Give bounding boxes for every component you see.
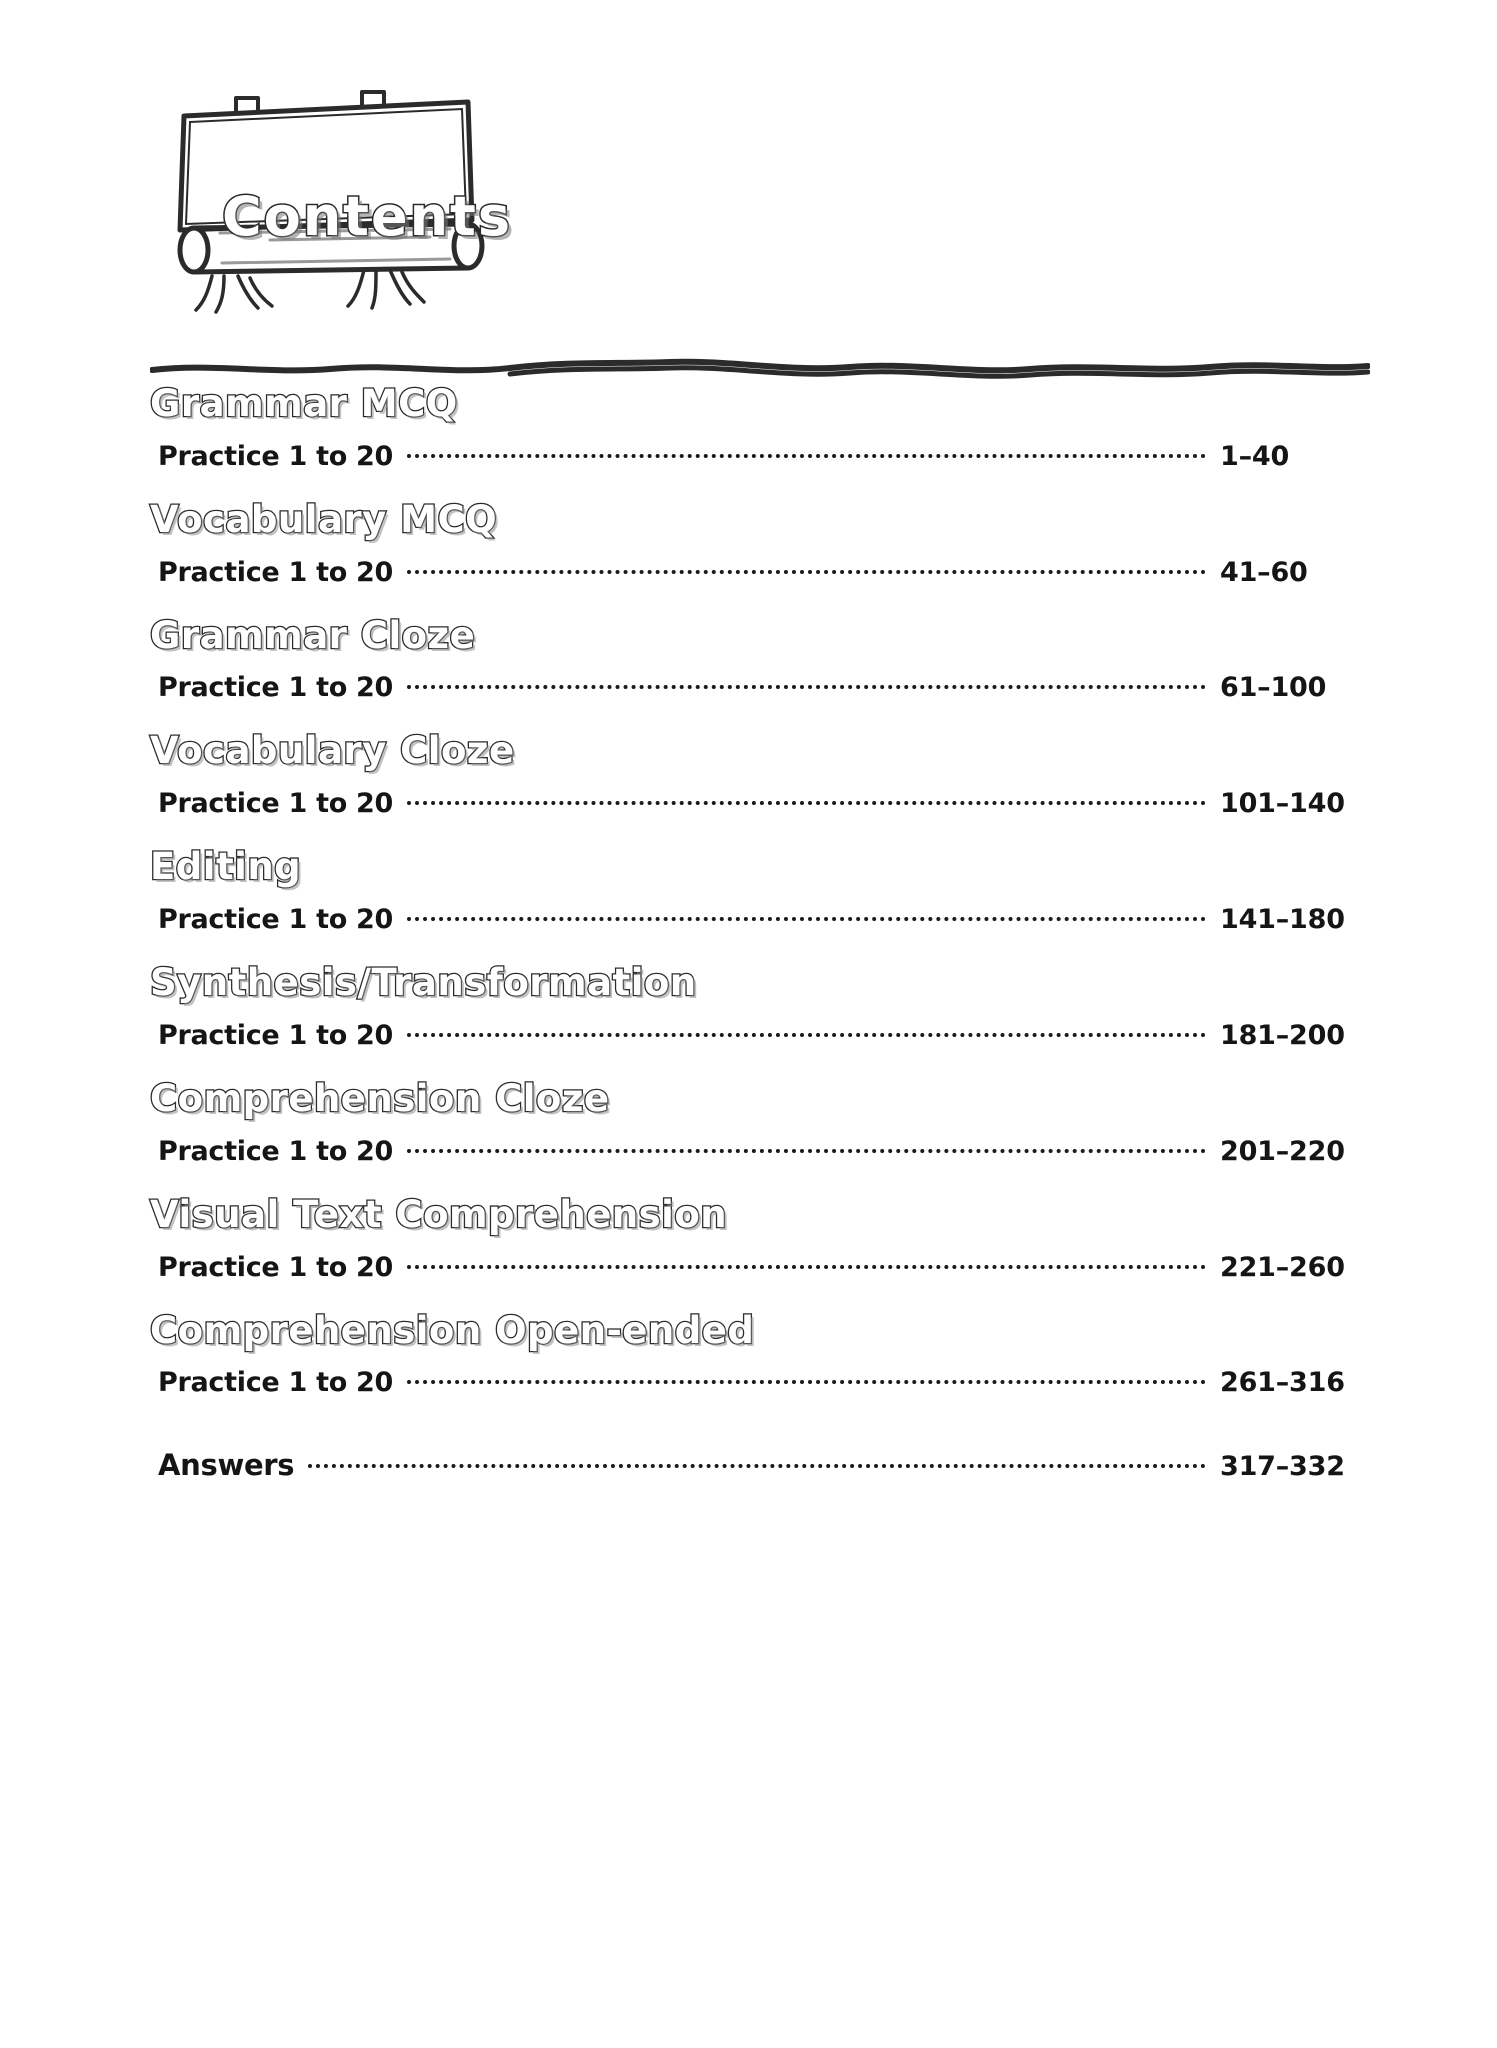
leader-dots <box>407 801 1206 805</box>
toc-entry-label: Practice 1 to 20 <box>158 440 394 472</box>
toc-entry-pages: 181–200 <box>1220 1019 1345 1051</box>
leader-dots <box>407 1149 1206 1153</box>
toc-entry[interactable] <box>150 431 1370 490</box>
toc-section <box>150 727 1370 837</box>
section-title: Comprehension Cloze <box>150 1076 610 1120</box>
section-title: Vocabulary Cloze <box>150 729 515 773</box>
leader-dots <box>407 917 1206 921</box>
toc-entry[interactable] <box>150 778 1370 837</box>
page-title: Contents <box>222 185 513 248</box>
toc-entry[interactable] <box>150 1010 1370 1069</box>
toc-entry-pages: 221–260 <box>1220 1251 1345 1283</box>
toc-section <box>150 959 1370 1069</box>
toc-section <box>150 380 1370 490</box>
toc-entry[interactable] <box>150 1357 1370 1416</box>
toc-entry-label: Practice 1 to 20 <box>158 672 394 704</box>
leader-dots <box>407 1033 1206 1037</box>
leader-dots <box>308 1464 1206 1468</box>
toc-entry-label: Practice 1 to 20 <box>158 1019 394 1051</box>
toc-entry-label: Practice 1 to 20 <box>158 1367 394 1399</box>
toc-entry-label: Practice 1 to 20 <box>158 1251 394 1283</box>
toc-entry[interactable] <box>150 894 1370 953</box>
toc-entry-pages: 141–180 <box>1220 904 1345 936</box>
toc-entry-pages: 317–332 <box>1220 1451 1345 1483</box>
toc-section <box>150 496 1370 606</box>
leader-dots <box>407 454 1206 458</box>
toc-entry[interactable] <box>150 1242 1370 1301</box>
table-of-contents <box>150 380 1370 1482</box>
toc-entry-pages: 41–60 <box>1220 556 1308 588</box>
toc-entry-pages: 101–140 <box>1220 788 1345 820</box>
toc-entry-answers[interactable] <box>150 1422 1370 1482</box>
section-title: Grammar Cloze <box>150 613 476 657</box>
toc-section <box>150 1075 1370 1185</box>
toc-entry-label: Answers <box>158 1448 295 1483</box>
toc-section <box>150 612 1370 722</box>
toc-section <box>150 1307 1370 1417</box>
toc-entry-label: Practice 1 to 20 <box>158 1135 394 1167</box>
section-title: Visual Text Comprehension <box>150 1192 728 1236</box>
section-title: Vocabulary MCQ <box>150 497 498 541</box>
leader-dots <box>407 1265 1206 1269</box>
toc-entry[interactable] <box>150 547 1370 606</box>
toc-section <box>150 843 1370 953</box>
toc-section <box>150 1191 1370 1301</box>
header-area <box>0 60 1497 320</box>
toc-entry-pages: 261–316 <box>1220 1367 1345 1399</box>
leader-dots <box>407 1380 1206 1384</box>
toc-entry-label: Practice 1 to 20 <box>158 788 394 820</box>
toc-entry-label: Practice 1 to 20 <box>158 904 394 936</box>
section-title: Editing <box>150 845 302 889</box>
leader-dots <box>407 685 1206 689</box>
toc-entry[interactable] <box>150 662 1370 721</box>
toc-entry-label: Practice 1 to 20 <box>158 556 394 588</box>
section-title: Grammar MCQ <box>150 382 458 425</box>
leader-dots <box>407 570 1206 574</box>
toc-entry-pages: 1–40 <box>1220 440 1290 472</box>
toc-entry[interactable] <box>150 1126 1370 1185</box>
toc-entry-pages: 61–100 <box>1220 672 1327 704</box>
section-title: Comprehension Open-ended <box>150 1308 755 1352</box>
section-title: Synthesis/Transformation <box>150 961 697 1005</box>
toc-entry-pages: 201–220 <box>1220 1135 1345 1167</box>
